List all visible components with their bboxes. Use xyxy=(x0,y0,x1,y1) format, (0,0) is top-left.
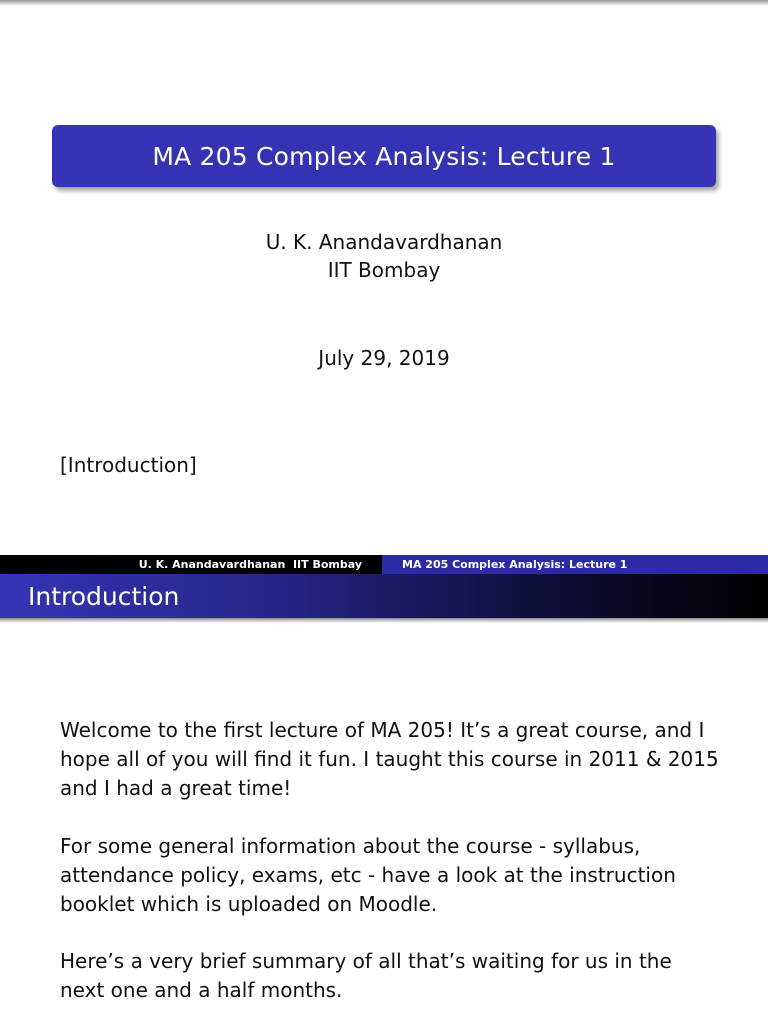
top-shadow xyxy=(0,0,768,6)
author-block xyxy=(0,228,768,284)
footline-title xyxy=(382,555,768,574)
frame-title: Introduction xyxy=(28,581,180,611)
footline-author-text: U. K. Anandavardhanan IIT Bombay xyxy=(138,558,362,571)
frame-shadow xyxy=(0,618,768,623)
title-box xyxy=(52,125,716,187)
toc-item: [Introduction] xyxy=(60,453,197,477)
slide-title: MA 205 Complex Analysis: Lecture 1 xyxy=(152,141,616,171)
frame-title-bar xyxy=(0,574,768,618)
footline-author xyxy=(0,555,382,574)
footline xyxy=(0,555,768,574)
footline-title-text: MA 205 Complex Analysis: Lecture 1 xyxy=(402,558,628,571)
author-name: U. K. Anandavardhanan xyxy=(265,230,503,254)
intro-paragraph-2: For some general information about the course - syllabus, attendance policy, exams, etc - have a look at the instruction booklet which is uploaded on Moodle. xyxy=(60,834,676,916)
intro-paragraph-3: Here’s a very brief summary of all that’s waiting for us in the next one and a half months. xyxy=(60,949,672,1002)
lecture-date: July 29, 2019 xyxy=(318,346,450,370)
author-institute: IIT Bombay xyxy=(327,258,441,282)
intro-paragraph-1: Welcome to the first lecture of MA 205! It’s a great course, and I hope all of you will find it fun. I taught this course in 2011 & 2015 and I had a great time! xyxy=(60,718,719,800)
